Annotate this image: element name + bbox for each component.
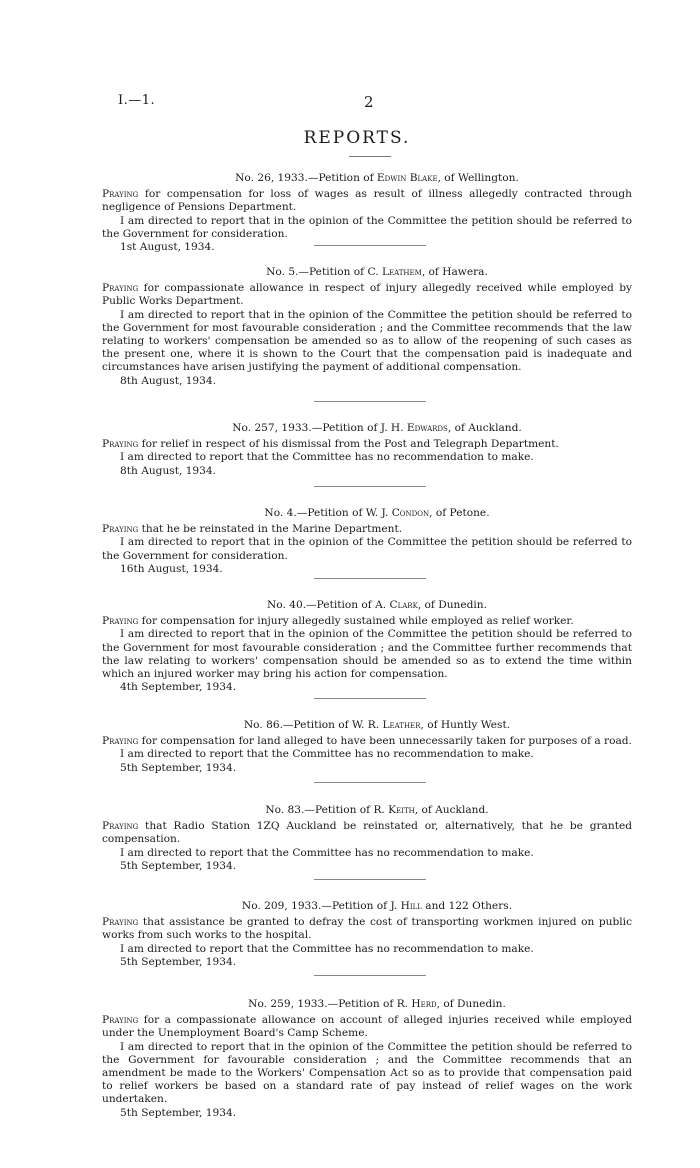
petition-heading: No. 257, 1933.—Petition of J. H. Edwards, of Auckland.	[232, 422, 522, 434]
report-date: 5th September, 1934.	[120, 859, 237, 872]
petitioner-name: Leathem	[381, 266, 422, 278]
report-date: 5th September, 1934.	[120, 1106, 237, 1119]
petition-entry	[102, 804, 632, 873]
committee-report: I am directed to report that in the opinion of the Committee the petition should be referred to the Government for most favourable consideration ; and the Committee further recommends that the law relating to workers' compensation should be amended so as to extend the time within which an injured worker may bring his action for compensation.	[102, 628, 632, 681]
petition-entry	[102, 507, 632, 576]
committee-report: I am directed to report that in the opinion of the Committee the petition should be referred to the Government for most favourable consideration ; and the Committee recommends that the law relating to workers' compensation be amended so as to allow of the reopening of such cases as the present one, where it is shown to the Court that the compensation paid is inadequate and circumstances have arisen justifying the payment of additional compensation.	[102, 308, 632, 374]
petition-prayer: Praying that he be reinstated in the Marine Department.	[102, 523, 403, 536]
petition-entry	[102, 719, 632, 775]
petition-entry	[102, 422, 632, 478]
title-rule	[349, 156, 391, 157]
petition-prayer: Praying that assistance be granted to defray the cost of transporting workmen injured on public works from such works to the hospital.	[102, 916, 632, 942]
committee-report: I am directed to report that in the opinion of the Committee the petition should be referred to the Government for consideration.	[102, 214, 632, 240]
report-date: 5th September, 1934.	[120, 955, 237, 968]
committee-report: I am directed to report that the Committee has no recommendation to make.	[120, 846, 534, 859]
report-date: 8th August, 1934.	[120, 374, 217, 387]
petition-prayer: Praying for compensation for loss of wages as result of illness allegedly contracted through negligence of Pensions Department.	[102, 188, 632, 214]
petition-prayer: Praying for a compassionate allowance on account of alleged injuries received while employed under the Unemployment Board's Camp Scheme.	[102, 1014, 632, 1040]
petition-heading: No. 209, 1933.—Petition of J. Hill and 122 Others.	[241, 900, 513, 912]
petition-prayer: Praying for compensation for injury allegedly sustained while employed as relief worker.	[102, 615, 574, 628]
petition-heading: No. 259, 1933.—Petition of R. Herd, of Dunedin.	[248, 998, 506, 1010]
petition-prayer: Praying for compassionate allowance in respect of injury allegedly received while employed by Public Works Department.	[102, 282, 632, 308]
committee-report: I am directed to report that in the opinion of the Committee the petition should be referred to the Government for consideration.	[102, 536, 632, 562]
petition-entry	[102, 599, 632, 694]
report-date: 1st August, 1934.	[120, 241, 215, 254]
report-date: 8th August, 1934.	[120, 464, 217, 477]
petition-prayer: Praying that Radio Station 1ZQ Auckland be reinstated or, alternatively, that he be granted compensation.	[102, 820, 632, 846]
committee-report: I am directed to report that the Committee has no recommendation to make.	[120, 451, 534, 464]
petitioner-name: Condon	[391, 507, 430, 519]
section-divider	[314, 578, 426, 579]
petitioner-name: Leather	[382, 719, 421, 731]
section-divider	[314, 401, 426, 402]
petitioner-name: Edwin Blake	[376, 172, 438, 184]
report-date: 5th September, 1934.	[120, 761, 237, 774]
petitioner-name: Hill	[400, 900, 422, 912]
section-divider	[314, 879, 426, 880]
report-date: 16th August, 1934.	[120, 562, 223, 575]
petition-heading: No. 40.—Petition of A. Clark, of Dunedin.	[267, 599, 487, 611]
petitioner-name: Clark	[389, 599, 418, 611]
petition-prayer: Praying for relief in respect of his dismissal from the Post and Telegraph Department.	[102, 438, 559, 451]
petition-entry	[102, 172, 632, 254]
committee-report: I am directed to report that the Committee has no recommendation to make.	[120, 748, 534, 761]
petitioner-name: Herd	[411, 998, 437, 1010]
report-date: 4th September, 1934.	[120, 681, 237, 694]
committee-report: I am directed to report that the Committee has no recommendation to make.	[120, 942, 534, 955]
section-divider	[314, 782, 426, 783]
petition-entry	[102, 900, 632, 969]
petition-prayer: Praying for compensation for land alleged to have been unnecessarily taken for purposes of a road.	[102, 735, 632, 748]
section-divider	[314, 975, 426, 976]
section-divider	[314, 245, 426, 246]
petition-heading: No. 4.—Petition of W. J. Condon, of Petone.	[264, 507, 490, 519]
petitioner-name: Keith	[388, 804, 415, 816]
petition-heading: No. 86.—Petition of W. R. Leather, of Huntly West.	[243, 719, 511, 731]
petitioner-name: Edwards	[406, 422, 448, 434]
document-reference: I.—1.	[118, 93, 156, 108]
petition-heading: No. 83.—Petition of R. Keith, of Auckland.	[265, 804, 489, 816]
section-divider	[314, 486, 426, 487]
committee-report: I am directed to report that in the opinion of the Committee the petition should be referred to the Government for favourable consideration ; and the Committee recommends that an amendment be made to the Workers' Compensation Act so as to provide that compensation paid to relief workers be based on a standard rate of pay instead of relief wages on the work undertaken.	[102, 1040, 632, 1106]
page-number: 2	[364, 93, 374, 111]
petition-heading: No. 5.—Petition of C. Leathem, of Hawera.	[266, 266, 488, 278]
section-divider	[314, 698, 426, 699]
petition-heading: No. 26, 1933.—Petition of Edwin Blake, of Wellington.	[235, 172, 519, 184]
petition-entry	[102, 266, 632, 388]
petition-entry	[102, 998, 632, 1120]
page-title: REPORTS.	[303, 128, 411, 148]
